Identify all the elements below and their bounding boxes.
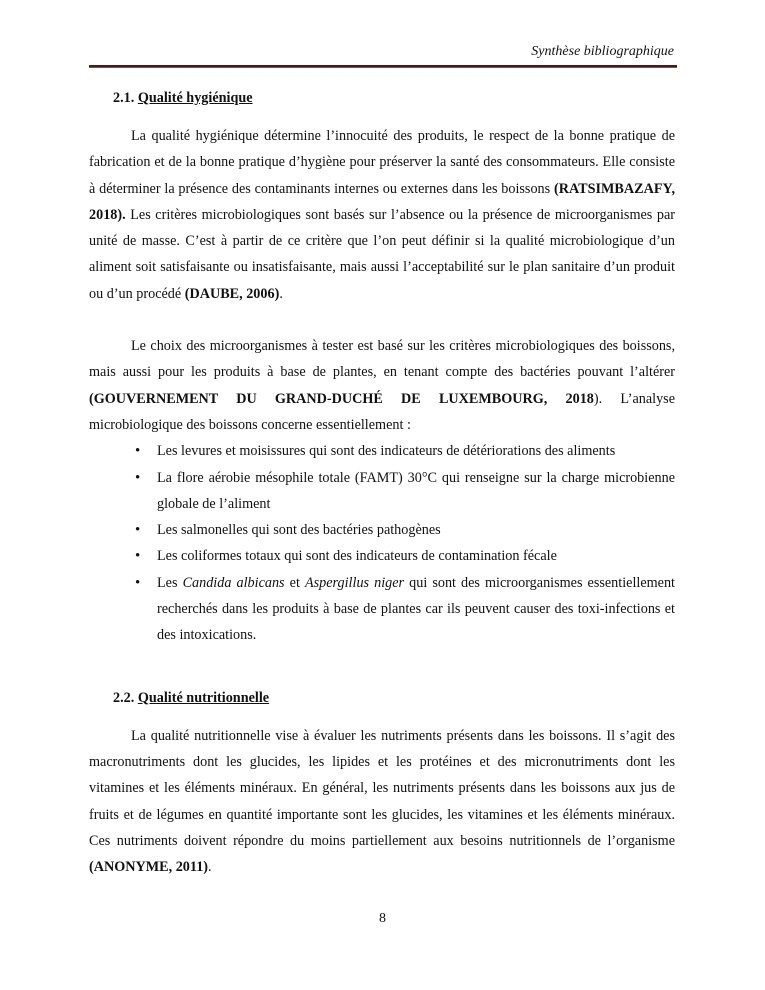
- section-number: 2.2.: [113, 689, 135, 706]
- list-item: • La flore aérobie mésophile totale (FAMT) 30°C qui renseigne sur la charge microbienne globale de l’aliment: [157, 465, 675, 518]
- citation: (RATSIMBAZAFY, 2018).: [89, 180, 675, 223]
- paragraph: [89, 333, 675, 438]
- header-rule: [89, 65, 677, 68]
- citation: (DAUBE, 2006): [184, 285, 280, 302]
- bullet-list: [89, 438, 675, 648]
- list-item: [157, 570, 675, 649]
- page-number: 8: [379, 911, 386, 926]
- text: La qualité hygiénique détermine l’innocuité des produits, le respect de la bonne pratique de fabrication et de la bonne pratique d’hygiène pour préserver la santé des consommateurs. Elle consiste à déterminer la présence des contaminants internes ou externes dans les boissons: [89, 128, 675, 197]
- text: La qualité nutritionnelle vise à évaluer les nutriments présents dans les boissons. Il s’agit des macronutriments dont les glucides, les lipides et les protéines et des micronutriments dont les vitamines et les éléments minéraux. En général, les nutriments présents dans les boissons aux jus de fruits et de légumes en quantité importante sont les glucides, les vitamines et les éléments minéraux. Ces nutriments doivent répondre du moins partiellement aux besoins nutritionnels de l’organisme: [89, 727, 675, 849]
- citation: (ANONYME, 2011): [89, 859, 209, 876]
- text: et: [284, 574, 305, 591]
- text: Le choix des microorganismes à tester est basé sur les critères microbiologiques des boissons, mais aussi pour les produits à base de plantes, en tenant compte des bactéries pouvant l’altérer: [89, 338, 675, 381]
- list-item: • Les coliformes totaux qui sont des indicateurs de contamination fécale: [157, 543, 675, 569]
- running-header: Synthèse bibliographique: [531, 44, 674, 59]
- list-item: • Les salmonelles qui sont des bactéries pathogènes: [157, 517, 675, 543]
- species-name: Candida albicans: [182, 574, 285, 591]
- text: .: [279, 285, 283, 302]
- section-heading-2-2: [113, 687, 675, 709]
- list-item: • Les levures et moisissures qui sont des indicateurs de détériorations des aliments: [157, 438, 675, 464]
- species-name: Aspergillus niger: [304, 574, 405, 591]
- text: Les critères microbiologiques sont basés sur l’absence ou la présence de microorganismes par unité de masse. C’est à partir de ce critère que l’on peut définir si la qualité microbiologique d’un aliment soit satisfaisante ou insatisfaisante, mais aussi l’acceptabilité sur le plan sanitaire d’un produit ou d’un procédé: [89, 206, 675, 302]
- text: Les: [157, 574, 183, 591]
- section-title: Qualité hygiénique: [137, 90, 253, 106]
- text: .: [208, 859, 212, 876]
- section-heading-2-1: [113, 87, 675, 109]
- citation: (GOUVERNEMENT DU GRAND-DUCHÉ DE LUXEMBOURG, 2018: [89, 390, 594, 407]
- paragraph: [89, 723, 675, 881]
- paragraph: [89, 123, 675, 307]
- text: ). L’analyse microbiologique des boissons concerne essentiellement :: [89, 390, 675, 433]
- section-number: 2.1.: [113, 90, 135, 106]
- section-title: Qualité nutritionnelle: [137, 689, 270, 706]
- page-body: [89, 87, 675, 880]
- text: qui sont des microorganismes essentiellement recherchés dans les produits à base de plantes car ils peuvent causer des toxi-infections et des intoxications.: [157, 574, 675, 644]
